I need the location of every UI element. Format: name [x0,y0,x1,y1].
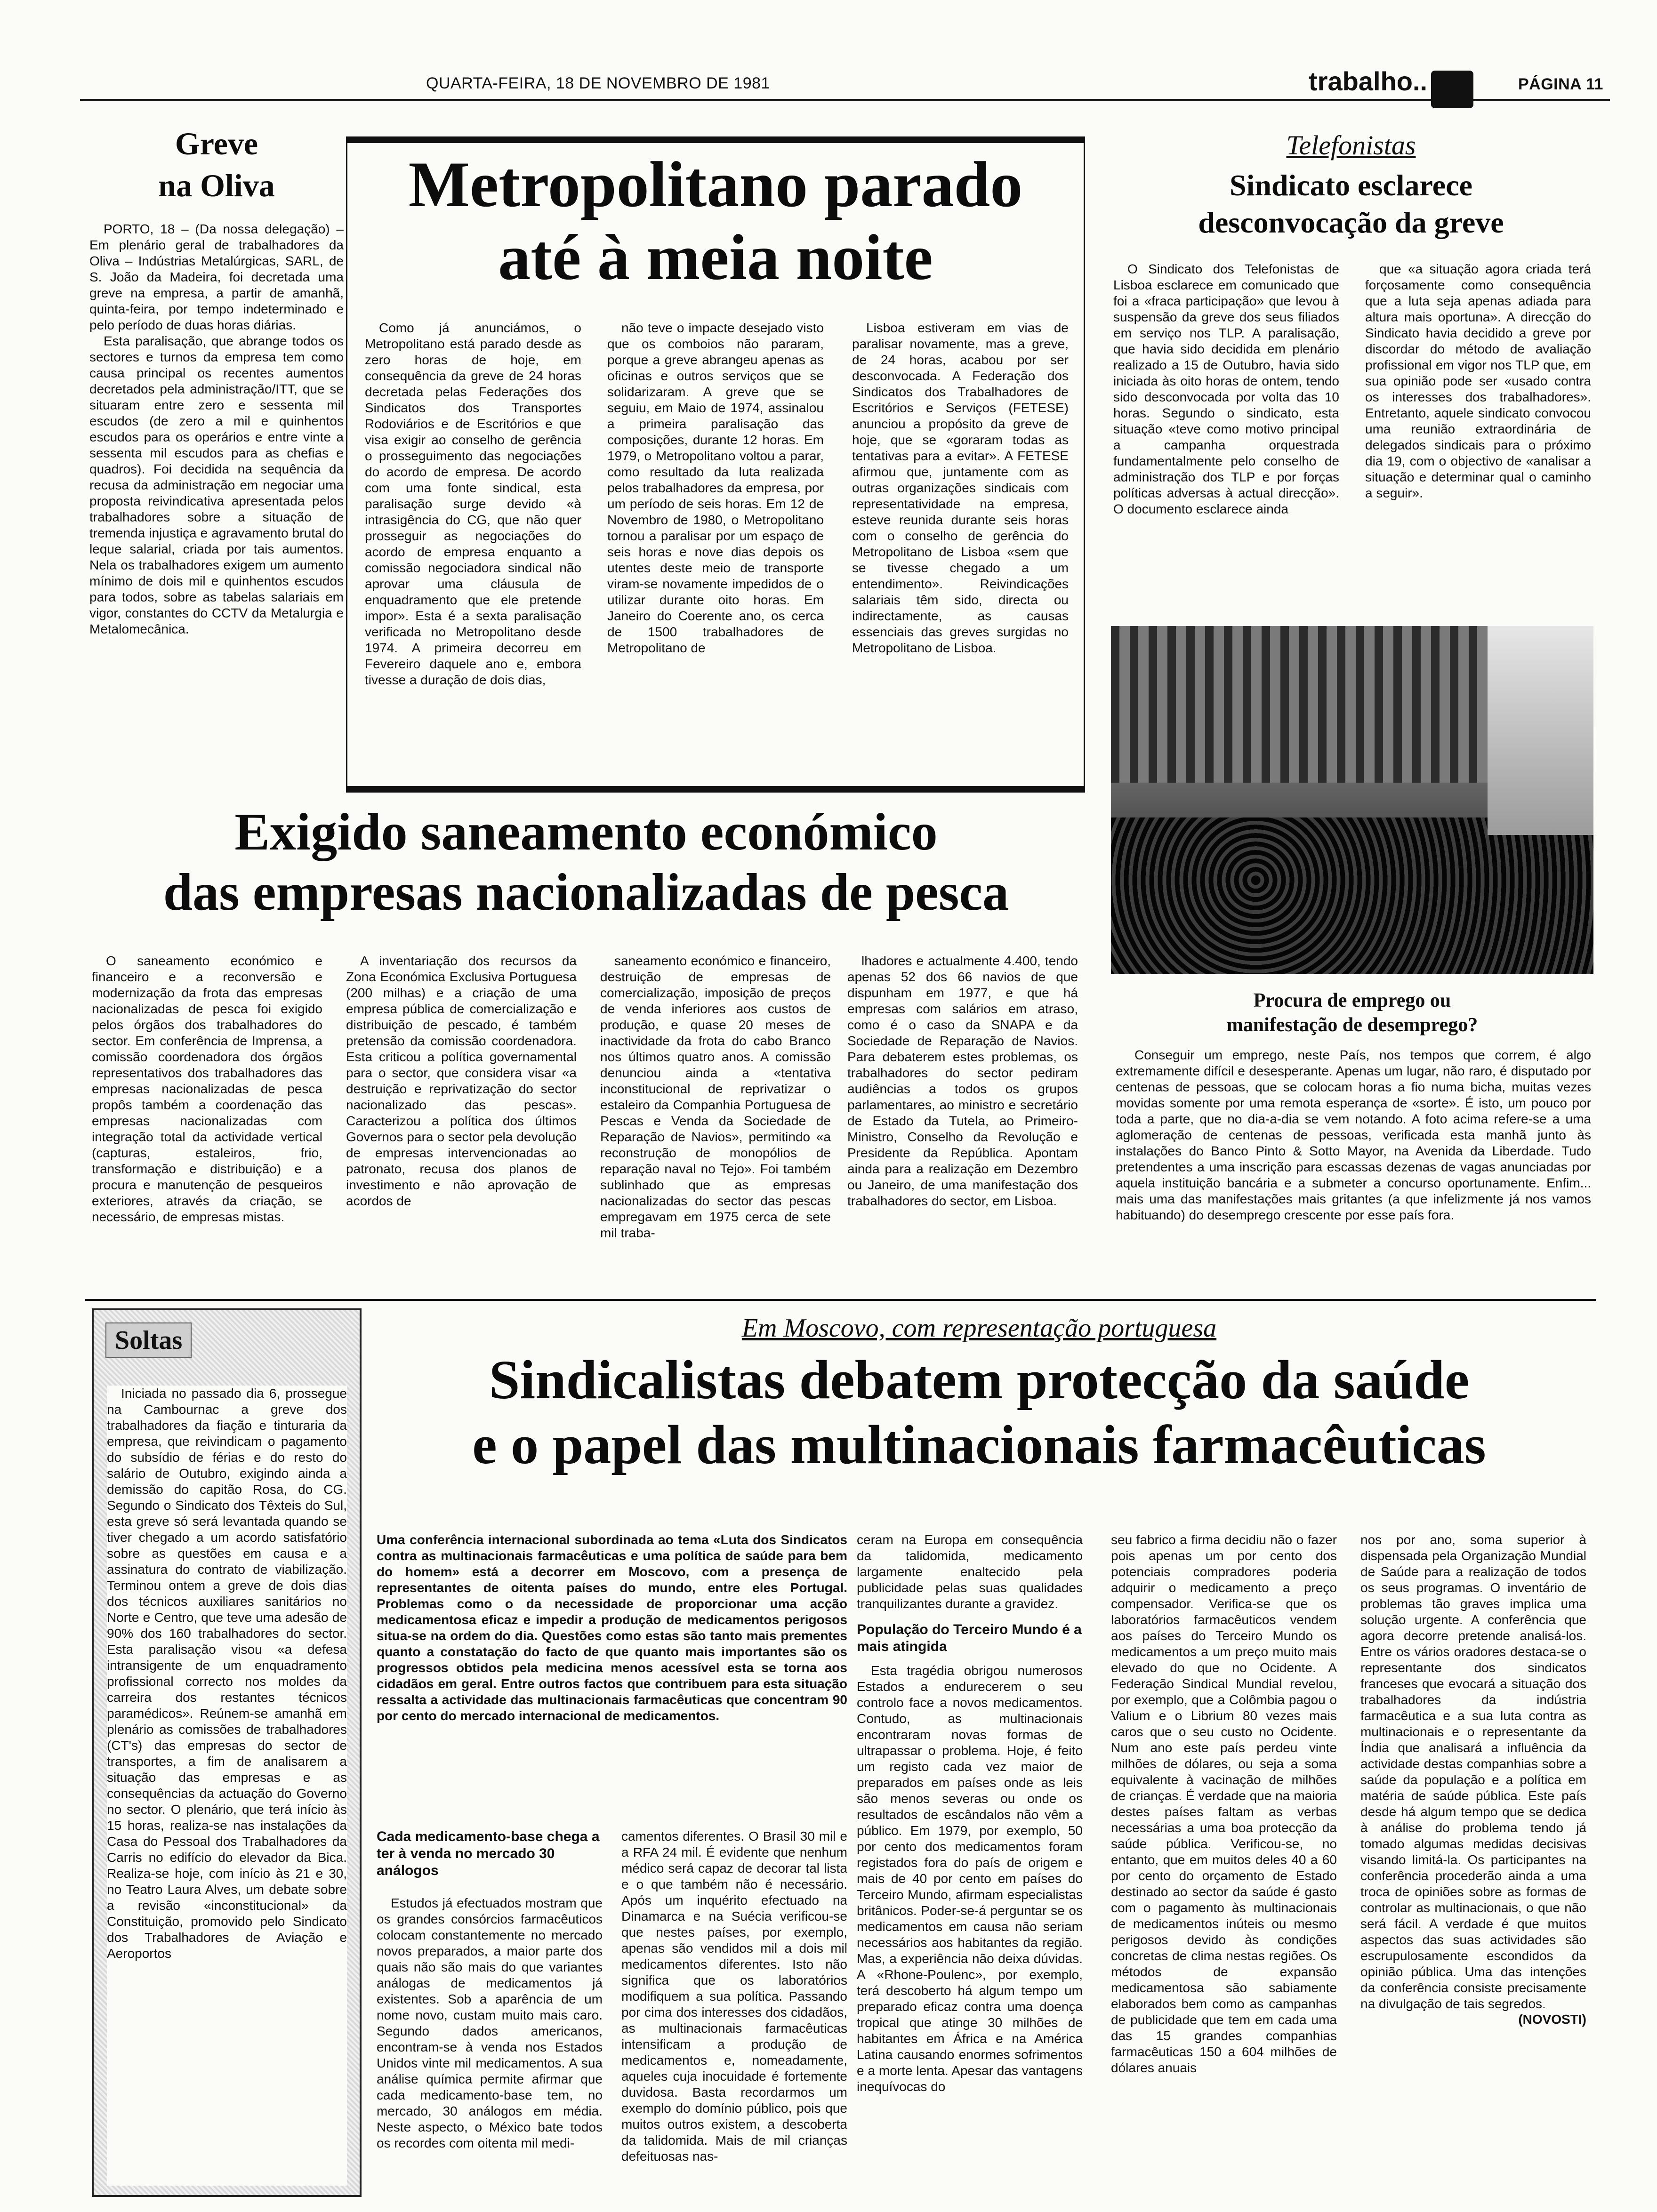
moscovo-column-3-text-a: ceram na Europa em consequência da talidomida, medicamento largamente enaltecido pela publicidade pelas suas qualidades tranquilizantes durante a gravidez. [857,1532,1083,1611]
oliva-title-line1: Greve [175,126,258,161]
emprego-caption-line1: Procura de emprego ou [1253,990,1451,1011]
photo-sky [1488,626,1594,835]
moscovo-column-5 [1360,1532,1586,2196]
queue-photo [1111,626,1593,974]
moscovo-column-1-text: Estudos já efectuados mostram que os grandes consórcios farmacêuticos colocam constantemente no mercado novos preparados, a maior parte dos quais não são mais do que variantes análogas de medicamentos já existentes. Sob a aparência de um nome novo, custam muito mais caro. Segundo dados americanos, encontram-se à venda nos Estados Unidos vinte mil medicamentos. A sua análise química permite afirmar que cada medicamento-base tem, no mercado, 30 análogos em média. Neste aspecto, o México bate todos os recordes com oitenta mil medi- [377,1896,603,2150]
emprego-caption-text: Conseguir um emprego, neste País, nos tempos que correm, é algo extremamente difícil e desesperante. Apenas um lugar, não raro, é disputado por centenas de pessoas, que se colocam horas a fio numa bicha, muitas vezes movidas somente por uma remota esperança de «sorte». É isto, um pouco por toda a parte, que no dia-a-dia se vem notando. A foto acima refere-se a uma aglomeração de centenas de pessoas, verificada esta manhã junto às instalações do Banco Pinto & Sotto Mayor, na Avenida da Liberdade. Tudo pretendentes a uma inscrição para escassas dezenas de vagas anunciadas por aquela instituição bancária e a submeter a concurso oportunamente. Enfim... mais uma das manifestações mais gritantes (a que infelizmente já nos vamos habituando) do desemprego crescente por esse país fora. [1116,1048,1591,1222]
metro-frame-left [346,136,347,793]
metro-column-3: Lisboa estiveram em vias de paralisar novamente, mas a greve, de 24 horas, acabou por ser desconvocada. A Federação dos Sindicatos dos Trabalhadores de Escritórios e Serviços (FETESE) anunciou a propósito da greve de hoje, que se «goraram todas as tentativas para a evitar». A FETESE afirmou que, juntamente com as outras organizações sindicais com representatividade na empresa, esteve reunida durante seis horas com o conselho de gerência do Metropolitano de Lisboa «sem que se tivesse chegado a um entendimento». Reivindicações salariais têm sido, directa ou indirectamente, as causas essenciais das greves surgidas no Metropolitano de Lisboa. [852,321,1069,655]
moscovo-column-4: seu fabrico a firma decidiu não o fazer pois apenas um por cento dos potenciais compradores poderia adquirir o medicamento a preço compensador. Verifica-se que os laboratórios farmacêuticos vendem aos países do Terceiro Mundo os medicamentos a um preço muito mais elevado do que no Ocidente. A Federação Sindical Mundial revelou, por exemplo, que a Colômbia pagou o Valium e o Librium 80 vezes mais caros que o seu custo no Ocidente. Num ano este país perdeu vinte milhões de dólares, ou seja a soma equivalente à vacinação de milhões de crianças. É verdade que na maioria destes países faltam as verbas necessárias a uma boa protecção da saúde pública. Verificou-se, no entanto, que em muitos deles 40 a 60 por cento do orçamento de Estado destinado ao sector da saúde é gasto com o pagamento às multinacionais de medicamentos inúteis ou mesmo perigosos devido às condições concretas de clima nestas regiões. Os métodos de expansão medicamentosa são sabiamente elaborados bem como as campanhas de publicidade que tem em cada uma das 15 grandes companhias farmacêuticas 150 a 604 milhões de dólares anuais [1111,1532,1337,2075]
pesca-column-1: O saneamento económico e financeiro e a reconversão e modernização da frota das empresas nacionalizadas de pesca foi exigido pelos órgãos dos trabalhadores do sector. Em conferência de Imprensa, a comissão coordenadora dos órgãos representativos dos trabalhadores das empresas nacionalizadas de pesca propôs também a coordenação das empresas nacionalizadas com integração total da actividade vertical (capturas, estaleiros, frio, transformação e distribuição) e a procura e manutenção de pesqueiros exteriores, através da criação, se necessário, de empresas mistas. [92,954,322,1224]
header-rule [80,99,1610,101]
moscovo-lead: Uma conferência internacional subordinada ao tema «Luta dos Sindicatos contra as multinacionais farmacêuticas e uma política de saúde para bem do homem» está a decorrer em Moscovo, com a presença de representantes de oitenta países do mundo, entre eles Portugal. Problemas como o da necessidade de proporcionar uma acção medicamentosa eficaz e impedir a produção de medicamentos perigosos situa-se na ordem do dia. Questões como estas são tanto mais prementes quanto a constatação do facto de que quanto mais importantes são os progressos obtidos pela medicina menos acessível esta se torna aos cidadãos em geral. Entre outros factos que contribuem para esta situação ressalta a actividade das multinacionais farmacêuticas que concentram 90 por cento do mercado internacional de medicamentos. [377,1532,847,1723]
telefonistas-column-2: que «a situação agora criada terá forçosamente como consequência que a luta seja apenas adiada para altura mais oportuna». A direcção do Sindicato havia decidido a greve por discordar do método de avaliação profissional em vigor nos TLP que, em sua opinião pode ser «usado contra os interesses dos trabalhadores». Entretanto, aquele sindicato convocou uma reunião extraordinária de delegados sindicais para o próximo dia 19, com o objectivo de «analisar a situação e determinar qual o caminho a seguir». [1365,262,1591,500]
metro-title [346,148,1085,293]
moscovo-column-2: camentos diferentes. O Brasil 30 mil e a RFA 24 mil. É evidente que nenhum médico será capaz de decorar tal lista e o que também não é necessário. Após um inquérito efectuado na Dinamarca e na Suécia verificou-se que nestes países, por exemplo, apenas são vendidos mil a dois mil medicamentos diferentes. Isto não significa que os laboratórios modifiquem a sua política. Passando por cima dos interesses dos cidadãos, as multinacionais farmacêuticas intensificam a produção de medicamentos e, nomeadamente, aqueles cuja inocuidade é fortemente duvidosa. Basta recordarmos um exemplo do domínio público, pois que muitos outros existem, a descoberta da talidomida. Mais de mil crianças defeituosas nas- [621,1829,847,2164]
moscovo-title-line2: e o papel das multinacionais farmacêuticas [472,1413,1486,1475]
brand-label: trabalho [1309,66,1413,96]
header-date: QUARTA-FEIRA, 18 DE NOVEMBRO DE 1981 [426,74,770,92]
moscovo-column-1 [377,1828,603,2196]
moscovo-subhead-1: Cada medicamento-base chega a ter à venda no mercado 30 análogos [377,1829,600,1878]
moscovo-column-5-text: nos por ano, soma superior à dispensada pela Organização Mundial de Saúde para a realização de todos os seus programas. O inventário de problemas tão graves implica uma solução urgente. A conferência que agora decorre pretende analisá-los. Entre os vários oradores destaca-se o representante dos sindicatos franceses que evocará a situação dos trabalhadores da indústria farmacêutica e a sua luta contra as multinacionais e o representante da Índia que analisará a influência da actividade destas companhias sobre a saúde da população e a política em matéria de saúde pública. Este país desde há algum tempo que se dedica à análise do problema tendo já tomado algumas medidas decisivas visando limitá-la. Os participantes na conferência procederão ainda a uma troca de opiniões sobre as formas de controlar as multinacionais, o que não será fácil. A verdade é que muitos aspectos das suas actividades são escrupulosamente escondidos da opinião pública. Uma das intenções da conferência consiste precisamente na divulgação de tais segredos. [1360,1532,1586,2011]
oliva-title-line2: na Oliva [158,168,275,204]
oliva-paragraph-1: PORTO, 18 – (Da nossa delegação) – Em plenário geral de trabalhadores da Oliva – Indústrias Metalúrgicas, SARL, de S. João da Madeira, foi decretada uma greve na empresa, a partir de amanhã, quinta-feira, por tempo indeterminado e pelo período de duas horas diárias. [89,222,344,332]
telefonistas-column-1: O Sindicato dos Telefonistas de Lisboa esclarece em comunicado que foi a «fraca participação» que levou à suspensão da greve dos seus filiados em serviço nos TLP. A paralisação, que havia sido decidida em plenário realizado a 15 de Outubro, havia sido iniciada às oito horas de ontem, tendo sido desconvocada por volta das 10 horas. Segundo o sindicato, esta situação «teve como motivo principal a campanha orquestrada fundamentalmente pelo conselho de administração dos TLP e por forças políticas adversas à actual direcção». O documento esclarece ainda [1113,262,1339,516]
soltas-text: Iniciada no passado dia 6, prossegue na Cambournac a greve dos trabalhadores da fiação e tinturaria da empresa, que reivindicam o pagamento do subsídio de férias e do resto do salário de Outubro, exigindo ainda a demissão do capitão Rosa, do CG. Segundo o Sindicato dos Têxteis do Sul, esta greve só será levantada quando se tiver chegado a um acordo satisfatório sobre as questões em causa e a assinatura do contrato de viabilização. Terminou ontem a greve de dois dias dos técnicos auxiliares sanitários no Norte e Centro, que teve uma adesão de 90% dos 160 trabalhadores do sector. Esta paralisação visou «a defesa intransigente de um enquadramento profissional correcto nos moldes da carreira dos restantes técnicos paramédicos». Reúnem-se amanhã em plenário as comissões de trabalhadores (CT's) das empresas do sector de transportes, a fim de analisarem a situação das empresas e as consequências da actuação do Governo no sector. O plenário, que terá início às 15 horas, realiza-se nas instalações da Casa do Pessoal dos Trabalhadores da Carris no edifício do elevador da Bica. Realiza-se hoje, com início às 21 e 30, no Teatro Laura Alves, um debate sobre a revisão «inconstitucional» da Constituição, promovido pelo Sindicato dos Trabalhadores de Aviação e Aeroportos [107,1386,347,2186]
moscovo-credit: (NOVOSTI) [1518,2012,1586,2027]
soltas-box [92,1308,362,2197]
moscovo-subhead-2: População do Terceiro Mundo é a mais atingida [857,1622,1082,1654]
moscovo-column-3 [857,1532,1083,2196]
pesca-title-line2: das empresas nacionalizadas de pesca [163,863,1009,922]
section-divider [85,1299,1596,1301]
brand-logo-icon [1431,71,1473,108]
telefonistas-title-line2: desconvocação da greve [1198,206,1504,240]
oliva-title [89,127,344,203]
metro-frame-bottom [346,786,1085,793]
oliva-article [89,221,344,791]
moscovo-kicker: Em Moscovo, com representação portuguesa [741,1314,1217,1343]
metro-column-1: Como já anunciámos, o Metropolitano está parado desde as zero horas de hoje, em consequência da greve de 24 horas decretada pelas Federações dos Sindicatos dos Transportes Rodoviários e de Escritórios e que visa exigir ao conselho de gerência o prosseguimento das negociações do acordo de empresa. De acordo com uma fonte sindical, esta paralisação surge devido «à intrasigência do CG, que não quer prosseguir as negociações do acordo de empresa enquanto a comissão negociadora sindical não aprovar uma cláusula de enquadramento que ele pretende impor». Esta é a sexta paralisação verificada no Metropolitano desde 1974. A primeira decorreu em Fevereiro daquele ano e, embora tivesse a duração de dois dias, [365,321,581,687]
pesca-column-4: lhadores e actualmente 4.400, tendo apenas 52 dos 66 navios de que dispunham em 1977, e que há empresas com salários em atraso, como é o caso da SNAPA e da Sociedade de Reparação de Navios. Para debaterem estes problemas, os trabalhadores do sector pediram audiências a todos os grupos parlamentares, ao ministro e secretário de Estado da Tutela, ao Primeiro-Ministro, Conselho da Revolução e Presidente da República. Apontam ainda para a realização em Dezembro ou Janeiro, de uma manifestação dos trabalhadores do sector, em Lisboa. [847,954,1078,1208]
metro-title-line2: até à meia noite [498,221,933,293]
metro-title-line1: Metropolitano parado [408,148,1023,220]
page-number: PÁGINA 11 [1518,75,1603,93]
telefonistas-title-line1: Sindicato esclarece [1229,168,1473,202]
emprego-caption-title [1111,988,1593,1037]
telefonistas-title [1111,169,1591,238]
pesca-title [85,805,1087,920]
moscovo-title-line1: Sindicalistas debatem protecção da saúde [489,1349,1470,1411]
metro-frame-top [346,136,1085,143]
header-brand: trabalho.. [1309,66,1428,96]
metro-column-2: não teve o impacte desejado visto que os comboios não pararam, porque a greve abrangeu apenas as oficinas e outros serviços que se solidarizaram. A greve que se seguiu, em Maio de 1974, assinalou a primeira paralisação das composições, durante 12 horas. Em 1979, o Metropolitano voltou a parar, como resultado da luta realizada pelos trabalhadores da empresa, por um período de seis horas. Em 12 de Novembro de 1980, o Metropolitano tornou a paralisar por um espaço de seis horas e nove dias depois os utentes deste meio de transporte viram-se novamente impedidos de o utilizar durante oito horas. Em Janeiro do Coerente ano, os cerca de 1500 trabalhadores de Metropolitano de [607,321,824,655]
oliva-paragraph-2: Esta paralisação, que abrange todos os sectores e turnos da empresa tem como causa principal os recentes aumentos decretados pela administração/ITT, que se situaram entre zero e sessenta mil escudos (de zero a mil e quinhentos escudos para os operários e entre vinte a sessenta mil escudos para as chefias e quadros). Foi decidida na sequência da recusa da administração em negociar uma proposta reivindicativa apresentada pelos trabalhadores sobre a situação de tremenda injustiça e agravamento brutal do leque salarial, criada por tais aumentos. Nela os trabalhadores exigem um aumento mínimo de dois mil e quinhentos escudos para todos, sobre as tabelas salariais em vigor, constantes do CCTV da Metalurgia e Metalomecânica. [89,334,344,636]
pesca-column-2: A inventariação dos recursos da Zona Económica Exclusiva Portuguesa (200 milhas) e a criação de uma empresa pública de comercialização e distribuição de pescado, é também pretensão da comissão coordenadora. Esta criticou a política governamental para o sector, que considera visar «a destruição e reprivatização do sector nacionalizado das pescas». Caracterizou a política dos últimos Governos para o sector pela devolução de empresas intervencionadas ao patronato, recusa dos planos de investimento e não aprovação de acordos de [346,954,577,1208]
photo-crowd [1111,817,1593,974]
emprego-caption-line2: manifestação de desemprego? [1226,1014,1478,1036]
moscovo-column-3-text-b: Esta tragédia obrigou numerosos Estados a endurecerem o seu controlo face a novos medicamentos. Contudo, as multinacionais encontraram novas formas de ultrapassar o problema. Hoje, é feito um registo cada vez maior de preparados em países onde as leis são menos severas ou onde os resultados de escândalos não vêm a público. Em 1979, por exemplo, 50 por cento dos medicamentos foram registados fora do país de origem e mais de 40 por cento em países do Terceiro Mundo, afirmam especialistas britânicos. Poder-se-á perguntar se os medicamentos em causa não seriam necessários aos habitantes da região. Mas, a experiência não deixa dúvidas. A «Rhone-Poulenc», por exemplo, terá descoberto há algum tempo um preparado eficaz contra uma doença tropical que atinge 30 milhões de habitantes em África e na América Latina causando enormes sofrimentos e a morte lenta. Apesar das vantagens inequívocas do [857,1663,1083,2094]
moscovo-title [372,1351,1586,1474]
pesca-title-line1: Exigido saneamento económico [234,803,938,861]
telefonistas-kicker: Telefonistas [1286,130,1416,160]
metro-frame-right [1084,136,1085,793]
pesca-column-3: saneamento económico e financeiro, destruição de empresas de comercialização, imposição de preços de venda inferiores aos custos de produção, e quase 20 meses de inactividade da frota do cabo Branco nos últimos quatro anos. A comissão denunciou ainda a «tentativa inconstitucional de reprivatizar o estaleiro da Companhia Portuguesa de Pescas e Venda da Sociedade de Reparação de Navios», permitindo «a reconstrução de monopólios de reparação naval no Tejo». Foi também sublinhado que as empresas nacionalizadas do sector das pescas empregavam em 1975 cerca de sete mil traba- [600,954,831,1240]
soltas-label: Soltas [105,1322,192,1358]
